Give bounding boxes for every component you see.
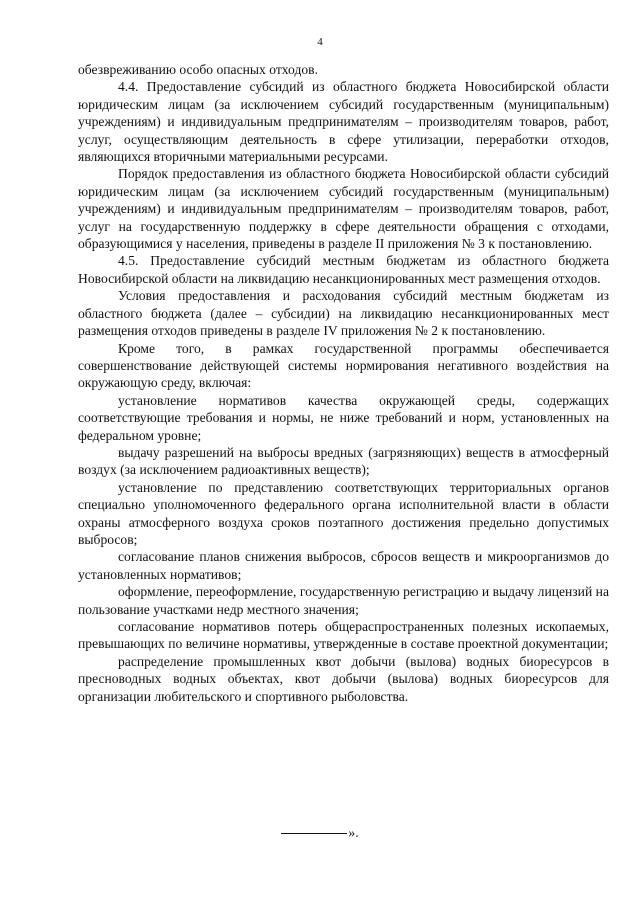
paragraph-2: 4.4. Предоставление субсидий из областного бюджета Новосибирской области юридическим лицам (за исключением субсидий государственным (муниципальным) учреждениям) и индивидуальным предпринимателям – производителям товаров, работ, услуг, осуществляющим деятельность в сфере утилизации, переработки отходов, являющихся вторичными материальными ресурсами.: [78, 79, 609, 165]
closing-line: [0, 825, 640, 841]
paragraph-8: выдачу разрешений на выбросы вредных (загрязняющих) веществ в атмосферный воздух (за исключением радиоактивных веществ);: [78, 444, 609, 478]
page-number: 4: [317, 36, 323, 48]
paragraph-9: установление по представлению соответствующих территориальных органов специально уполномоченного федерального органа исполнительной власти в области охраны атмосферного воздуха сроков поэтапного достижения предельно допустимых выбросов;: [78, 479, 609, 547]
paragraph-5: Условия предоставления и расходования субсидий местным бюджетам из областного бюджета (далее – субсидии) на ликвидацию несанкционированных мест размещения отходов приведены в разделе IV приложения № 2 к постановлению.: [78, 288, 609, 339]
blank-underline: [281, 833, 347, 834]
paragraph-13: распределение промышленных квот добычи (вылова) водных биоресурсов в пресноводных водных объектах, квот добычи (вылова) водных биоресурсов для организации любительского и спортивного рыболовства.: [78, 653, 609, 704]
paragraph-12: согласование нормативов потерь общераспространенных полезных ископаемых, превышающих по величине нормативы, утвержденные в составе проектной документации;: [78, 619, 609, 652]
paragraph-6: Кроме того, в рамках государственной программы обеспечивается совершенствование действующей системы нормирования негативного воздействия на окружающую среду, включая:: [78, 340, 609, 391]
paragraph-4: 4.5. Предоставление субсидий местным бюджетам из областного бюджета Новосибирской области на ликвидацию несанкционированных мест размещения отходов.: [78, 253, 609, 286]
paragraph-7: установление нормативов качества окружающей среды, содержащих соответствующие требования и нормы, не ниже требований и норм, установленных на федеральном уровне;: [78, 392, 609, 443]
paragraph-3: Порядок предоставления из областного бюджета Новосибирской области субсидий юридическим лицам (за исключением субсидий государственным (муниципальным) учреждениям) и индивидуальным предпринимателям – производителям товаров, работ, услуг на государственную поддержку в сфере деятельности обращения с отходами, образующимися у населения, приведены в разделе II приложения № 3 к постановлению.: [78, 166, 609, 252]
paragraph-1: обезвреживанию особо опасных отходов.: [78, 62, 318, 77]
paragraph-11: оформление, переоформление, государственную регистрацию и выдачу лицензий на пользование участками недр местного значения;: [78, 584, 609, 617]
paragraph-10: согласование планов снижения выбросов, сбросов веществ и микроорганизмов до установленных нормативов;: [78, 549, 609, 582]
closing-mark: ».: [348, 825, 359, 840]
document-body: [78, 61, 609, 705]
